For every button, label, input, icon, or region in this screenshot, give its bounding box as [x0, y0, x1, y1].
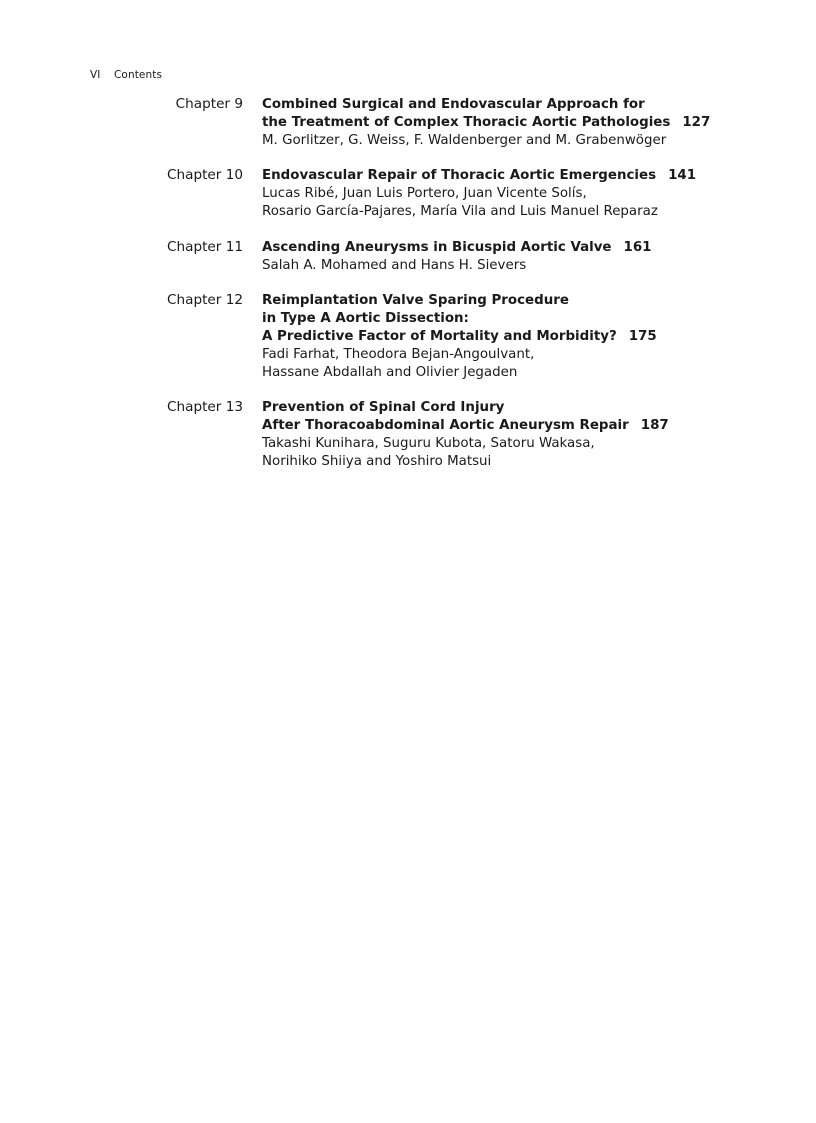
chapter-authors: Norihiko Shiiya and Yoshiro Matsui: [262, 453, 492, 469]
chapter-title-line: [262, 328, 782, 346]
chapter-title-text: Combined Surgical and Endovascular Approach for: [262, 97, 645, 112]
chapter-authors: Hassane Abdallah and Olivier Jegaden: [262, 364, 518, 380]
toc-entry: [0, 239, 816, 275]
chapter-label: Chapter 10: [167, 167, 243, 184]
chapter-authors: Rosario García-Pajares, María Vila and Luis Manuel Reparaz: [262, 203, 658, 219]
chapter-page-number: 127: [682, 114, 711, 130]
running-head: [90, 69, 162, 81]
table-of-contents: [0, 96, 816, 489]
chapter-label: Chapter 9: [175, 96, 243, 112]
chapter-title-line: [262, 292, 782, 310]
chapter-authors: Fadi Farhat, Theodora Bejan-Angoulvant,: [262, 346, 535, 362]
chapter-body: [262, 167, 782, 220]
chapter-page-number: 187: [640, 418, 669, 434]
chapter-authors: M. Gorlitzer, G. Weiss, F. Waldenberger and M. Grabenwöger: [262, 132, 667, 148]
chapter-title-text: in Type A Aortic Dissection:: [262, 311, 469, 327]
chapter-title-text: Ascending Aneurysms in Bicuspid Aortic Valve: [262, 239, 612, 255]
chapter-authors: Lucas Ribé, Juan Luis Portero, Juan Vicente Solís,: [262, 186, 587, 202]
chapter-title-text: A Predictive Factor of Mortality and Morbidity?: [262, 328, 617, 344]
chapter-title-text: After Thoracoabdominal Aortic Aneurysm Repair: [262, 418, 629, 434]
chapter-title-line: [262, 114, 782, 132]
chapter-page-number: 141: [668, 168, 697, 184]
chapter-title-text: Reimplantation Valve Sparing Procedure: [262, 293, 569, 309]
chapter-label: Chapter 11: [167, 238, 243, 255]
toc-entry: [0, 96, 816, 149]
chapter-page-number: 161: [623, 239, 652, 255]
toc-entry: [0, 167, 816, 220]
chapter-title-text: Endovascular Repair of Thoracic Aortic Emergencies: [262, 168, 657, 184]
chapter-title-line: [262, 399, 782, 417]
toc-entry: [0, 292, 816, 381]
chapter-title-text: Prevention of Spinal Cord Injury: [262, 400, 505, 416]
chapter-body: [262, 399, 782, 470]
chapter-body: [262, 239, 782, 275]
chapter-title-line: [262, 310, 782, 328]
chapter-title-text: the Treatment of Complex Thoracic Aortic Pathologies: [262, 114, 671, 130]
chapter-body: [262, 96, 782, 149]
chapter-title-line: [262, 417, 782, 435]
chapter-page-number: 175: [628, 328, 657, 344]
chapter-label: Chapter 12: [167, 292, 243, 309]
chapter-authors: Takashi Kunihara, Suguru Kubota, Satoru Wakasa,: [262, 435, 595, 451]
section-title: Contents: [114, 69, 163, 81]
chapter-body: [262, 292, 782, 381]
toc-entry: [0, 399, 816, 470]
chapter-title-line: [262, 239, 782, 257]
chapter-title-line: [262, 167, 782, 185]
chapter-title-line: [262, 96, 782, 114]
page-number: VI: [90, 69, 101, 81]
chapter-authors: Salah A. Mohamed and Hans H. Sievers: [262, 257, 527, 273]
chapter-label: Chapter 13: [167, 399, 243, 416]
